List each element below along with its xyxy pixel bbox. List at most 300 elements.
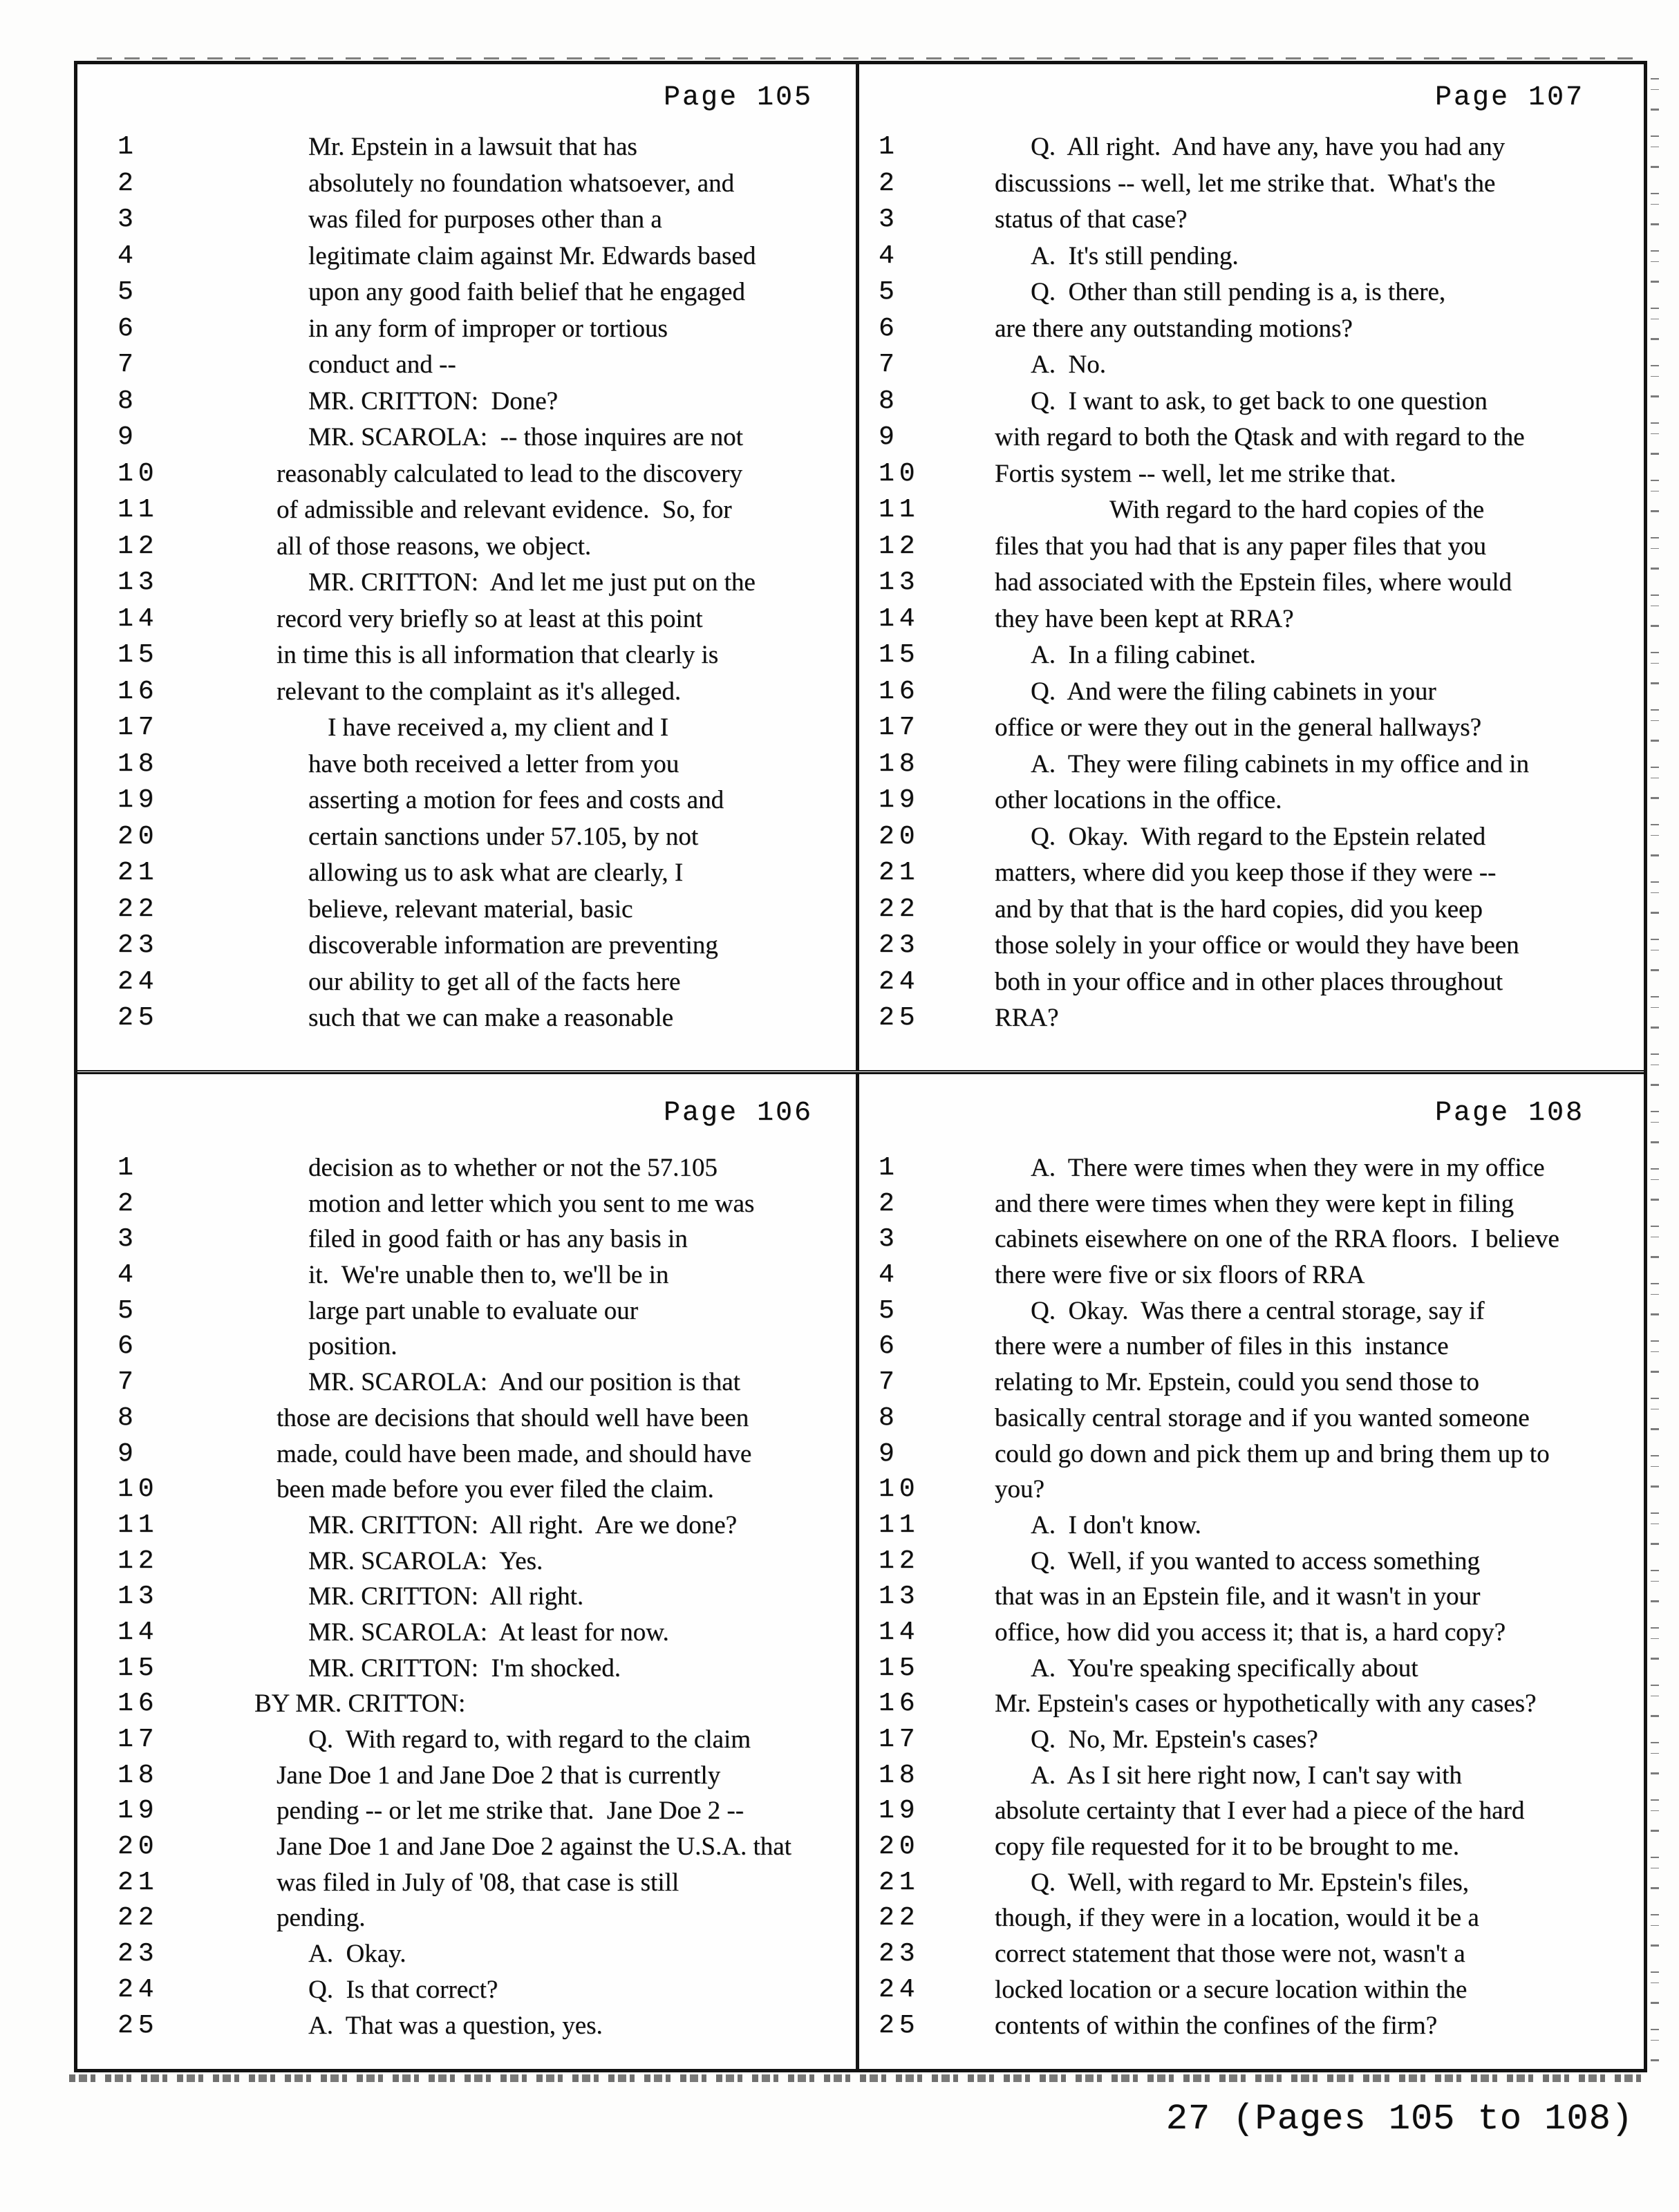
line-text: Fortis system -- well, let me strike that. <box>995 459 1396 488</box>
transcript-line <box>859 1936 1644 1972</box>
line-number: 1 <box>879 1153 899 1183</box>
transcript-line <box>77 1436 856 1472</box>
transcript-line <box>77 637 856 674</box>
line-number: 20 <box>118 821 159 852</box>
line-number: 25 <box>118 1003 159 1033</box>
line-text: legitimate claim against Mr. Edwards based <box>308 241 756 270</box>
line-text: in any form of improper or tortious <box>308 314 668 343</box>
transcript-line <box>77 1936 856 1972</box>
transcript-line <box>77 1758 856 1794</box>
line-text: discoverable information are preventing <box>308 931 718 959</box>
transcript-line <box>859 529 1644 565</box>
line-text: are there any outstanding motions? <box>995 314 1353 343</box>
scan-noise-right-edge <box>1651 69 1659 2070</box>
line-text: MR. SCAROLA: At least for now. <box>308 1618 669 1647</box>
line-number: 10 <box>879 1474 920 1505</box>
line-number: 25 <box>118 2010 159 2041</box>
transcript-line <box>77 529 856 565</box>
line-text: cabinets eisewhere on one of the RRA floors. I believe <box>995 1225 1559 1254</box>
transcript-sheet-border <box>74 61 1647 2072</box>
line-text: A. It's still pending. <box>1031 241 1239 270</box>
line-number: 15 <box>879 1653 920 1683</box>
line-text: MR. CRITTON: And let me just put on the <box>308 568 756 597</box>
line-text: absolutely no foundation whatsoever, and <box>308 169 735 198</box>
transcript-lines <box>77 129 856 1037</box>
line-text: motion and letter which you sent to me was <box>308 1189 755 1218</box>
line-text: pending. <box>276 1904 366 1933</box>
line-text: basically central storage and if you wanted someone <box>995 1403 1530 1432</box>
line-text: conduct and -- <box>308 350 456 379</box>
line-text: other locations in the office. <box>995 786 1282 814</box>
line-text: there were five or six floors of RRA <box>995 1261 1365 1290</box>
line-text: you? <box>995 1475 1044 1504</box>
line-text: decision as to whether or not the 57.105 <box>308 1154 717 1182</box>
line-text: Q. No, Mr. Epstein's cases? <box>1031 1725 1318 1754</box>
transcript-line <box>859 819 1644 856</box>
line-number: 15 <box>879 640 920 670</box>
line-number: 9 <box>118 1438 138 1469</box>
transcript-line <box>859 384 1644 420</box>
line-text: with regard to both the Qtask and with regard to the <box>995 423 1525 451</box>
transcript-line <box>859 1436 1644 1472</box>
line-number: 13 <box>879 1582 920 1612</box>
line-text: I have received a, my client and I <box>328 713 669 742</box>
transcript-lines <box>77 1150 856 2043</box>
line-text: made, could have been made, and should have <box>276 1439 752 1468</box>
line-number: 22 <box>879 1903 920 1933</box>
line-text: was filed for purposes other than a <box>308 205 662 234</box>
transcript-line <box>859 928 1644 964</box>
transcript-line <box>859 492 1644 529</box>
line-number: 10 <box>118 1474 159 1505</box>
transcript-line <box>859 1758 1644 1794</box>
transcript-line <box>859 129 1644 166</box>
line-text: A. I don't know. <box>1031 1510 1201 1539</box>
line-number: 14 <box>879 603 920 634</box>
transcript-line <box>77 311 856 348</box>
transcript-line <box>77 347 856 384</box>
line-number: 5 <box>879 277 899 307</box>
line-number: 16 <box>118 1689 159 1719</box>
line-number: 1 <box>118 132 138 162</box>
transcript-line <box>77 601 856 638</box>
transcript-line <box>859 1508 1644 1544</box>
transcript-line <box>859 1329 1644 1365</box>
line-number: 5 <box>118 1295 138 1326</box>
transcript-line <box>77 1544 856 1580</box>
line-text: files that you had that is any paper files that you <box>995 532 1487 561</box>
line-text: Q. Okay. Was there a central storage, say if <box>1031 1296 1485 1325</box>
line-number: 22 <box>118 1903 159 1933</box>
transcript-line <box>77 1651 856 1687</box>
line-text: they have been kept at RRA? <box>995 604 1294 633</box>
transcript-line <box>859 637 1644 674</box>
line-number: 19 <box>879 1796 920 1826</box>
line-text: A. Okay. <box>308 1940 406 1969</box>
transcript-line <box>77 1150 856 1186</box>
line-number: 3 <box>118 205 138 234</box>
transcript-line <box>77 2008 856 2044</box>
line-text: A. As I sit here right now, I can't say with <box>1031 1761 1462 1790</box>
line-number: 4 <box>879 1260 899 1291</box>
transcript-line <box>77 1365 856 1400</box>
line-text: Q. Well, with regard to Mr. Epstein's files, <box>1031 1868 1469 1897</box>
line-text: certain sanctions under 57.105, by not <box>308 822 699 851</box>
line-number: 21 <box>118 858 159 888</box>
line-number: 13 <box>118 1582 159 1612</box>
line-text: locked location or a secure location within the <box>995 1975 1467 2004</box>
transcript-line <box>859 1722 1644 1758</box>
transcript-line <box>859 1686 1644 1722</box>
transcript-line <box>77 819 856 856</box>
line-text: MR. SCAROLA: And our position is that <box>308 1368 740 1397</box>
line-number: 15 <box>118 1653 159 1683</box>
line-text: copy file requested for it to be brought to me. <box>995 1833 1459 1862</box>
transcript-line <box>859 1865 1644 1901</box>
transcript-line <box>77 1508 856 1544</box>
transcript-line <box>77 1400 856 1436</box>
transcript-lines <box>859 1150 1644 2043</box>
line-number: 18 <box>118 749 159 779</box>
quadrant-page-105 <box>77 64 856 1070</box>
line-text: and there were times when they were kept in filing <box>995 1189 1514 1218</box>
line-number: 14 <box>879 1617 920 1647</box>
transcript-line <box>77 274 856 311</box>
line-number: 9 <box>118 422 138 452</box>
transcript-line <box>77 1329 856 1365</box>
line-number: 2 <box>879 1188 899 1219</box>
line-number: 21 <box>118 1867 159 1897</box>
transcript-line <box>77 1293 856 1329</box>
line-number: 6 <box>879 1331 899 1362</box>
transcript-line <box>859 1544 1644 1580</box>
transcript-line <box>859 710 1644 747</box>
line-text: allowing us to ask what are clearly, I <box>308 859 684 887</box>
line-number: 11 <box>879 495 920 525</box>
transcript-line <box>859 1579 1644 1615</box>
line-text: Jane Doe 1 and Jane Doe 2 against the U.S.A. that <box>276 1833 791 1862</box>
page-header: Page 105 <box>663 82 813 113</box>
transcript-line <box>77 202 856 238</box>
transcript-line <box>859 1829 1644 1865</box>
line-number: 19 <box>118 785 159 815</box>
transcript-line <box>77 1793 856 1829</box>
line-number: 7 <box>879 350 899 379</box>
line-text: Jane Doe 1 and Jane Doe 2 that is currently <box>276 1761 721 1790</box>
line-number: 3 <box>118 1224 138 1255</box>
transcript-line <box>77 1829 856 1865</box>
transcript-line <box>77 238 856 275</box>
line-text: discussions -- well, let me strike that. What's the <box>995 169 1496 198</box>
transcript-line <box>77 420 856 456</box>
line-text: contents of within the confines of the firm? <box>995 2011 1438 2040</box>
line-text: have both received a letter from you <box>308 749 679 778</box>
line-text: MR. SCAROLA: Yes. <box>308 1546 543 1575</box>
line-text: MR. CRITTON: I'm shocked. <box>308 1653 621 1683</box>
line-text: relating to Mr. Epstein, could you send those to <box>995 1368 1479 1397</box>
transcript-line <box>859 202 1644 238</box>
line-number: 23 <box>879 1939 920 1969</box>
transcript-line <box>859 1972 1644 2008</box>
transcript-line <box>77 1972 856 2008</box>
line-number: 23 <box>879 930 920 960</box>
transcript-line <box>859 674 1644 711</box>
line-number: 11 <box>118 1510 159 1540</box>
line-number: 16 <box>879 1689 920 1719</box>
transcript-line <box>859 1150 1644 1186</box>
page-header: Page 107 <box>1434 82 1584 113</box>
line-number: 24 <box>879 1974 920 2005</box>
transcript-line <box>77 456 856 493</box>
line-text: there were a number of files in this instance <box>995 1332 1449 1361</box>
line-number: 23 <box>118 1939 159 1969</box>
transcript-line <box>859 2008 1644 2044</box>
line-number: 10 <box>879 458 920 489</box>
line-text: absolute certainty that I ever had a piece of the hard <box>995 1797 1525 1826</box>
line-text: Q. All right. And have any, have you had any <box>1031 133 1506 161</box>
line-number: 9 <box>879 1438 899 1469</box>
transcript-line <box>859 1900 1644 1936</box>
line-number: 19 <box>879 785 920 815</box>
line-text: large part unable to evaluate our <box>308 1296 639 1325</box>
transcript-line <box>77 1257 856 1293</box>
page-count-footer: 27 (Pages 105 to 108) <box>1165 2099 1633 2139</box>
line-text: Mr. Epstein's cases or hypothetically with any cases? <box>995 1689 1537 1718</box>
line-text: A. No. <box>1031 350 1106 379</box>
line-text: and by that that is the hard copies, did you keep <box>995 894 1483 924</box>
line-text: believe, relevant material, basic <box>308 894 633 924</box>
line-text: those solely in your office or would they have been <box>995 931 1519 959</box>
transcript-line <box>859 1000 1644 1037</box>
line-number: 17 <box>118 1725 159 1754</box>
line-number: 24 <box>118 1974 159 2005</box>
line-number: 7 <box>118 1367 138 1398</box>
transcript-line <box>77 129 856 166</box>
transcript-line <box>859 166 1644 203</box>
line-number: 9 <box>879 422 899 452</box>
transcript-line <box>859 1221 1644 1257</box>
line-number: 6 <box>118 1331 138 1362</box>
line-number: 20 <box>879 821 920 852</box>
quadrant-page-106 <box>77 1074 856 2072</box>
transcript-line <box>77 855 856 892</box>
line-number: 11 <box>879 1510 920 1540</box>
line-number: 1 <box>879 132 899 162</box>
line-text: of admissible and relevant evidence. So, for <box>276 496 732 524</box>
transcript-line <box>859 855 1644 892</box>
transcript-line <box>859 1651 1644 1687</box>
line-number: 1 <box>118 1153 138 1183</box>
line-text: position. <box>308 1332 397 1361</box>
line-text: it. We're unable then to, we'll be in <box>308 1261 669 1290</box>
transcript-line <box>77 710 856 747</box>
line-text: both in your office and in other places throughout <box>995 967 1503 996</box>
line-text: RRA? <box>995 1004 1059 1032</box>
transcript-line <box>859 1615 1644 1651</box>
page-header: Page 106 <box>663 1098 813 1129</box>
line-text: MR. CRITTON: All right. Are we done? <box>308 1510 738 1539</box>
transcript-line <box>77 928 856 964</box>
line-text: Q. Well, if you wanted to access something <box>1031 1546 1480 1575</box>
line-text: though, if they were in a location, would it be a <box>995 1904 1479 1933</box>
line-text: was filed in July of '08, that case is still <box>276 1868 679 1897</box>
transcript-line <box>77 1579 856 1615</box>
line-number: 13 <box>118 568 159 597</box>
page-header: Page 108 <box>1434 1098 1584 1129</box>
line-text: With regard to the hard copies of the <box>1109 496 1485 524</box>
line-number: 25 <box>879 1003 920 1033</box>
transcript-line <box>859 782 1644 819</box>
line-text: correct statement that those were not, wasn't a <box>995 1940 1465 1969</box>
transcript-line <box>77 1186 856 1222</box>
line-number: 21 <box>879 1867 920 1897</box>
line-number: 3 <box>879 1224 899 1255</box>
line-text: MR. CRITTON: Done? <box>308 386 559 415</box>
line-number: 17 <box>118 713 159 742</box>
transcript-line <box>859 347 1644 384</box>
line-number: 18 <box>879 749 920 779</box>
line-text: A. There were times when they were in my office <box>1031 1154 1545 1182</box>
line-number: 18 <box>118 1760 159 1790</box>
transcript-line <box>859 1472 1644 1508</box>
line-number: 4 <box>118 1260 138 1291</box>
line-number: 24 <box>118 966 159 997</box>
transcript-line <box>859 1186 1644 1222</box>
transcript-line <box>859 565 1644 601</box>
transcript-line <box>77 384 856 420</box>
transcript-line <box>77 892 856 928</box>
line-number: 14 <box>118 1617 159 1647</box>
transcript-line <box>859 420 1644 456</box>
line-number: 7 <box>879 1367 899 1398</box>
line-text: could go down and pick them up and bring them up to <box>995 1439 1550 1468</box>
line-number: 23 <box>118 930 159 960</box>
line-number: 3 <box>879 205 899 234</box>
line-number: 8 <box>118 386 138 416</box>
line-number: 16 <box>118 676 159 706</box>
transcript-line <box>859 238 1644 275</box>
transcript-line <box>859 964 1644 1001</box>
line-number: 4 <box>879 241 899 271</box>
line-text: such that we can make a reasonable <box>308 1004 674 1032</box>
line-text: MR. SCAROLA: -- those inquires are not <box>308 423 743 451</box>
line-number: 17 <box>879 713 920 742</box>
transcript-line <box>77 1900 856 1936</box>
line-text: pending -- or let me strike that. Jane Doe 2 -- <box>276 1797 744 1826</box>
transcript-line <box>859 747 1644 783</box>
line-number: 18 <box>879 1760 920 1790</box>
line-number: 10 <box>118 458 159 489</box>
transcript-line <box>859 601 1644 638</box>
line-text: MR. CRITTON: All right. <box>308 1582 584 1611</box>
transcript-line <box>859 1793 1644 1829</box>
transcript-line <box>77 1000 856 1037</box>
transcript-line <box>859 1365 1644 1400</box>
line-number: 19 <box>118 1796 159 1826</box>
transcript-line <box>859 1400 1644 1436</box>
line-number: 5 <box>879 1295 899 1326</box>
transcript-line <box>859 456 1644 493</box>
line-number: 22 <box>879 894 920 924</box>
transcript-line <box>77 1221 856 1257</box>
line-number: 24 <box>879 966 920 997</box>
transcript-line <box>859 274 1644 311</box>
line-number: 8 <box>879 1403 899 1433</box>
transcript-line <box>77 1686 856 1722</box>
line-number: 12 <box>879 1546 920 1576</box>
transcript-line <box>77 674 856 711</box>
line-text: asserting a motion for fees and costs and <box>308 786 724 814</box>
scan-noise-bottom-edge <box>69 2074 1651 2082</box>
line-number: 2 <box>118 168 138 198</box>
transcript-line <box>77 166 856 203</box>
line-text: record very briefly so at least at this point <box>276 604 703 633</box>
line-number: 12 <box>118 1546 159 1576</box>
scan-noise-top-edge <box>97 57 1645 59</box>
line-text: office, how did you access it; that is, a hard copy? <box>995 1618 1506 1647</box>
line-text: those are decisions that should well have been <box>276 1403 749 1432</box>
line-number: 12 <box>118 531 159 561</box>
line-text: Q. Other than still pending is a, is there, <box>1031 278 1446 306</box>
transcript-line <box>859 892 1644 928</box>
line-text: that was in an Epstein file, and it wasn't in your <box>995 1582 1481 1611</box>
line-number: 6 <box>118 313 138 344</box>
line-text: Q. And were the filing cabinets in your <box>1031 677 1436 706</box>
line-text: status of that case? <box>995 205 1188 234</box>
line-text: A. They were filing cabinets in my office and in <box>1031 749 1529 778</box>
line-text: Q. With regard to, with regard to the claim <box>308 1725 751 1754</box>
line-text: A. That was a question, yes. <box>308 2011 603 2040</box>
line-text: Q. I want to ask, to get back to one question <box>1031 386 1488 415</box>
line-number: 11 <box>118 495 159 525</box>
line-number: 2 <box>879 168 899 198</box>
transcript-line <box>77 1615 856 1651</box>
line-number: 6 <box>879 313 899 344</box>
transcript-line <box>77 1865 856 1901</box>
line-text: reasonably calculated to lead to the discovery <box>276 459 742 488</box>
line-text: had associated with the Epstein files, where would <box>995 568 1512 597</box>
transcript-line <box>77 747 856 783</box>
line-number: 5 <box>118 277 138 307</box>
line-number: 15 <box>118 640 159 670</box>
line-number: 4 <box>118 241 138 271</box>
transcript-line <box>77 782 856 819</box>
line-number: 12 <box>879 531 920 561</box>
line-number: 2 <box>118 1188 138 1219</box>
line-number: 20 <box>879 1832 920 1862</box>
line-number: 14 <box>118 603 159 634</box>
transcript-lines <box>859 129 1644 1037</box>
line-text: been made before you ever filed the claim. <box>276 1475 714 1504</box>
transcript-line <box>77 1472 856 1508</box>
line-text: Q. Okay. With regard to the Epstein related <box>1031 822 1486 851</box>
line-text: upon any good faith belief that he engaged <box>308 278 745 306</box>
transcript-line <box>77 1722 856 1758</box>
line-number: 7 <box>118 350 138 379</box>
line-text: BY MR. CRITTON: <box>254 1689 466 1718</box>
line-text: Mr. Epstein in a lawsuit that has <box>308 133 637 161</box>
line-text: matters, where did you keep those if they were -- <box>995 859 1497 887</box>
line-text: office or were they out in the general hallways? <box>995 713 1482 742</box>
line-number: 8 <box>118 1403 138 1433</box>
line-number: 22 <box>118 894 159 924</box>
line-number: 13 <box>879 568 920 597</box>
line-number: 20 <box>118 1832 159 1862</box>
transcript-line <box>77 565 856 601</box>
quadrant-page-107 <box>859 64 1644 1070</box>
line-text: in time this is all information that clearly is <box>276 641 719 669</box>
line-text: relevant to the complaint as it's alleged. <box>276 677 682 706</box>
